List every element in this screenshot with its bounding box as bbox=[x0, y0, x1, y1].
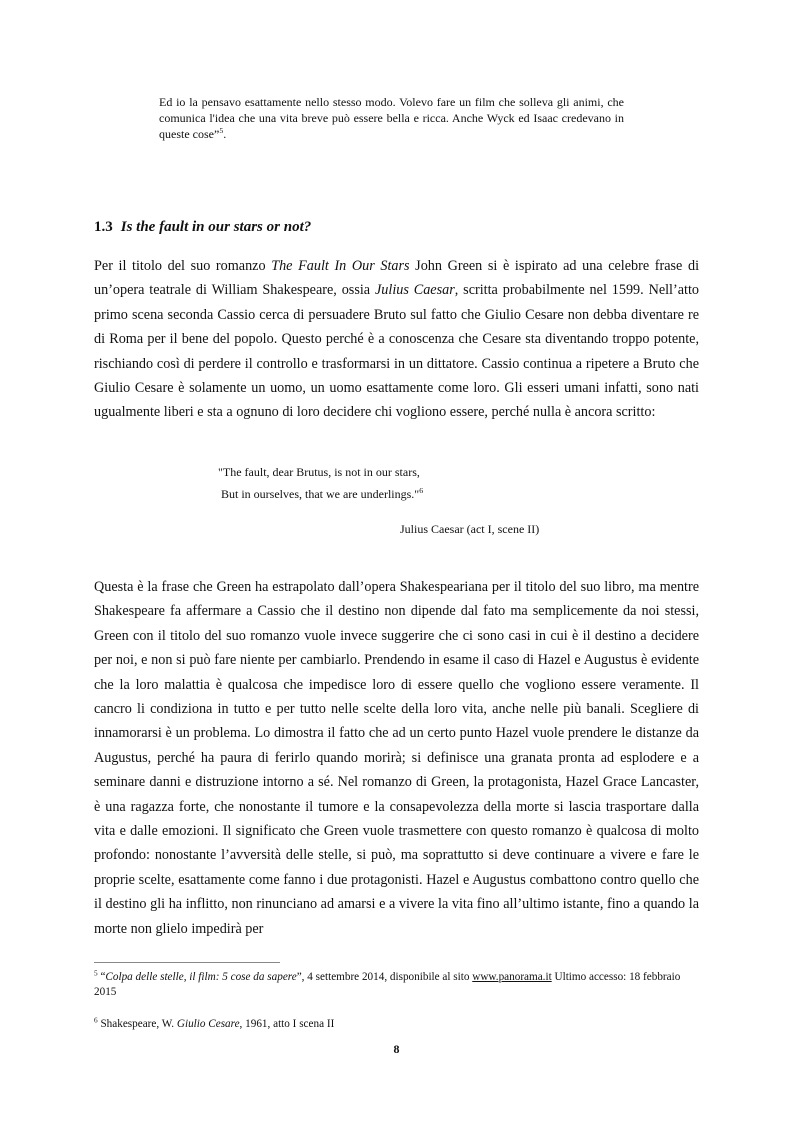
shakespeare-verse bbox=[218, 461, 598, 505]
verse-line-2-text: But in ourselves, that we are underlings." bbox=[221, 487, 420, 501]
section-title: Is the fault in our stars or not? bbox=[120, 219, 312, 235]
paragraph-2: Questa è la frase che Green ha estrapolato dall’opera Shakespeariana per il titolo del suo libro, ma mentre Shakespeare fa affermare a Cassio che il destino non dipende dal fato ma semplicemente da noi stessi, Green con il titolo del suo romanzo vuole invece suggerire che ci sono casi in cui è il destino a decidere per noi, e non si può fare niente per cambiarlo. Prendendo in esame il caso di Hazel e Augustus è evidente che la loro malattia è qualcosa che impedisce loro di essere quello che vogliono essere veramente. Il cancro li condiziona in tutto e per tutto nelle scelte della loro vita, anche nelle più banali. Scegliere di innamorarsi è un problema. Lo dimostra il fatto che ad un certo punto Hazel vuole prendere le distanze da Augustus, perché ha paura di ferirlo quando morirà; si definisce una granata pronta ad esplodere e a seminare danni e distruzione intorno a sé. Nel romanzo di Green, la protagonista, Hazel Grace Lancaster, è una ragazza forte, che nonostante il tumore e la consapevolezza della morte si lascia trasportare dalla vita e dalle emozioni. Il significato che Green vuole trasmettere con questo romanzo è qualcosa di molto profondo: nonostante l’avversità delle stelle, si può, ma soprattutto si deve continuare a vivere e fare le proprie scelte, esattamente come fanno i due protagonisti. Hazel e Augustus combattono contro quello che il destino gli ha inflitto, non rinunciano ad amarsi e a vivere la vita fino all’ultimo istante, fino a quando la morte non glielo impedirà per bbox=[94, 579, 699, 937]
footnote-separator bbox=[94, 962, 280, 963]
quote-end: . bbox=[223, 127, 227, 141]
section-heading bbox=[94, 217, 714, 237]
footnote-ref-6[interactable]: 6 bbox=[419, 486, 424, 495]
novel-title: The Fault In Our Stars bbox=[271, 258, 410, 274]
play-title: Julius Caesar bbox=[374, 282, 455, 299]
film-quote-block bbox=[159, 94, 624, 142]
paragraph-1 bbox=[94, 254, 699, 425]
footnote-6-title: Giulio Cesare bbox=[176, 1018, 240, 1030]
verse-line-1: "The fault, dear Brutus, is not in our stars, bbox=[218, 465, 420, 479]
verse-line-2 bbox=[218, 483, 598, 505]
footnote-6-marker: 6 bbox=[94, 1016, 98, 1025]
quote-text: Ed io la pensavo esattamente nello stesso modo. Volevo fare un film che solleva gli animi, che comunica l'idea che una vita breve può essere bella e ricca. Anche Wyck ed Isaac credevano in queste cose” bbox=[159, 95, 624, 141]
footnote-5 bbox=[94, 970, 699, 1000]
section-number: 1.3 bbox=[94, 219, 113, 235]
panorama-link[interactable]: www.panorama.it bbox=[472, 971, 552, 983]
footnote-5-marker: 5 bbox=[94, 969, 98, 978]
page-number: 8 bbox=[393, 1042, 400, 1056]
paragraph-1-text-e: , scritta probabilmente nel 1599. Nell’atto primo scena seconda Cassio cerca di persuadere Bruto sul fatto che Giulio Cesare non debba diventare re di Roma per il bene del popolo. Questo perché è a conoscenza che Cesare sta diventando troppo potente, rischiando così di perdere il controllo e trasformarsi in un dittatore. Cassio continua a ripetere a Bruto che Giulio Cesare è solamente un uomo, un uomo esattamente come loro. Gli esseri umani infatti, sono nati ugualmente liberi e sta a ognuno di loro decidere chi vogliono essere, perché nulla è ancora scritto: bbox=[94, 282, 699, 421]
footnote-ref-5[interactable]: 5 bbox=[219, 126, 224, 135]
paragraph-1-text-c: John Green si è ispirato ad una celebre frase di un’opera teatrale di William Shakespeare, ossia bbox=[94, 258, 700, 299]
footnote-5-tail: Ultimo accesso: 18 febbraio 2015 bbox=[94, 971, 681, 998]
paragraph-1-text-a: Per il titolo del suo romanzo bbox=[94, 258, 272, 274]
footnote-5-title: Colpa delle stelle, il film: 5 cose da sapere bbox=[105, 971, 297, 983]
footnote-5-text: ”, 4 settembre 2014, disponibile al sito bbox=[296, 971, 473, 983]
footnote-6-post: , 1961, atto I scena II bbox=[239, 1018, 335, 1030]
footnote-5-open: “ bbox=[97, 971, 106, 983]
footnote-6-pre: Shakespeare, W. bbox=[97, 1018, 177, 1030]
footnote-6 bbox=[94, 1017, 699, 1032]
verse-attribution: Julius Caesar (act I, scene II) bbox=[400, 522, 540, 536]
